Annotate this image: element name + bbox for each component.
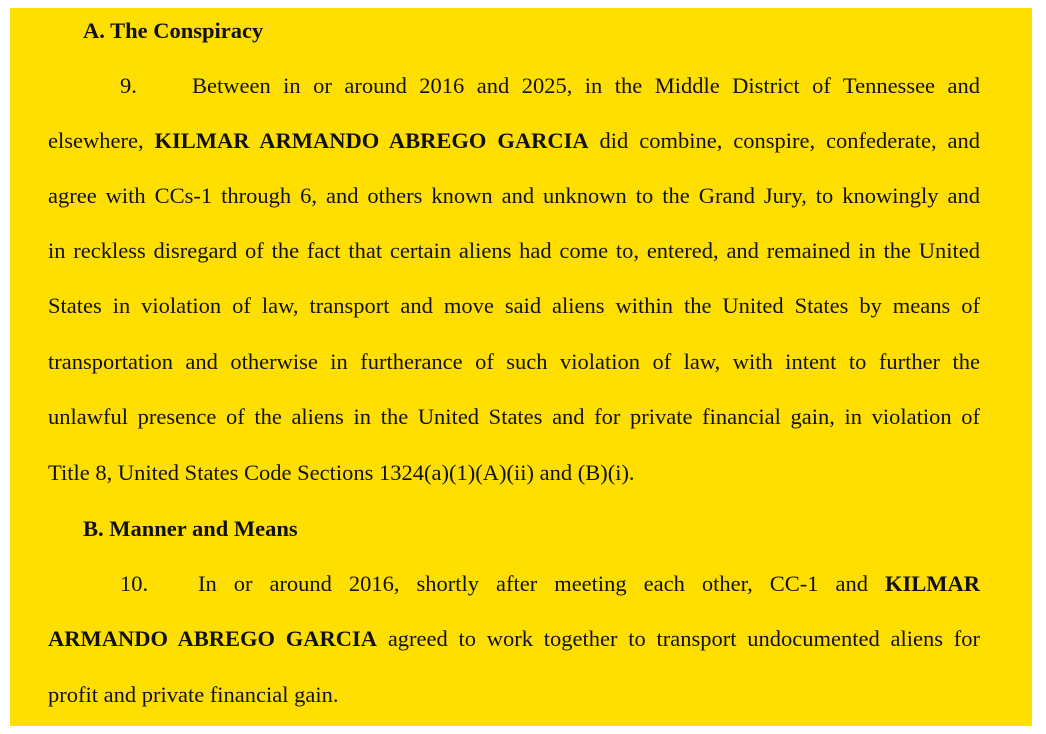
defendant-name: KILMAR <box>885 571 980 596</box>
paragraph-text: did combine, conspire, confederate, and <box>599 128 981 153</box>
paragraph-10-line-3: profit and private financial gain. <box>48 682 339 707</box>
paragraph-9-line-8: Title 8, United States Code Sections 1324(a)(1)(A)(ii) and (B)(i). <box>48 460 635 485</box>
section-heading-conspiracy: A. The Conspiracy <box>83 18 264 43</box>
paragraph-9-line-3: agree with CCs-1 through 6, and others known and unknown to the Grand Jury, to knowingly and <box>48 183 980 208</box>
document-page <box>10 8 1032 726</box>
defendant-name: KILMAR ARMANDO ABREGO GARCIA <box>154 128 589 153</box>
paragraph-9-line-4: in reckless disregard of the fact that certain aliens had come to, entered, and remained in the United <box>48 238 980 263</box>
paragraph-number: 10. <box>120 571 149 596</box>
defendant-name: ARMANDO ABREGO GARCIA <box>48 626 378 651</box>
paragraph-text: In or around 2016, shortly after meeting each other, CC-1 and <box>198 571 869 596</box>
paragraph-text: agreed to work together to transport undocumented aliens for <box>387 626 981 651</box>
paragraph-9-line-5: States in violation of law, transport and move said aliens within the United States by means of <box>48 293 980 318</box>
paragraph-9-line-7: unlawful presence of the aliens in the United States and for private financial gain, in violation of <box>48 404 980 429</box>
section-heading-manner-and-means: B. Manner and Means <box>83 516 298 541</box>
paragraph-9-line-2 <box>48 128 980 154</box>
paragraph-10-line-1 <box>120 571 980 597</box>
paragraph-10-line-2 <box>48 626 980 652</box>
paragraph-text: Between in or around 2016 and 2025, in the Middle District of Tennessee and <box>192 73 980 98</box>
paragraph-9-line-6: transportation and otherwise in furtherance of such violation of law, with intent to further the <box>48 349 980 374</box>
paragraph-number: 9. <box>120 73 137 98</box>
paragraph-text: elsewhere, <box>48 128 144 153</box>
paragraph-9-line-1 <box>120 73 980 99</box>
